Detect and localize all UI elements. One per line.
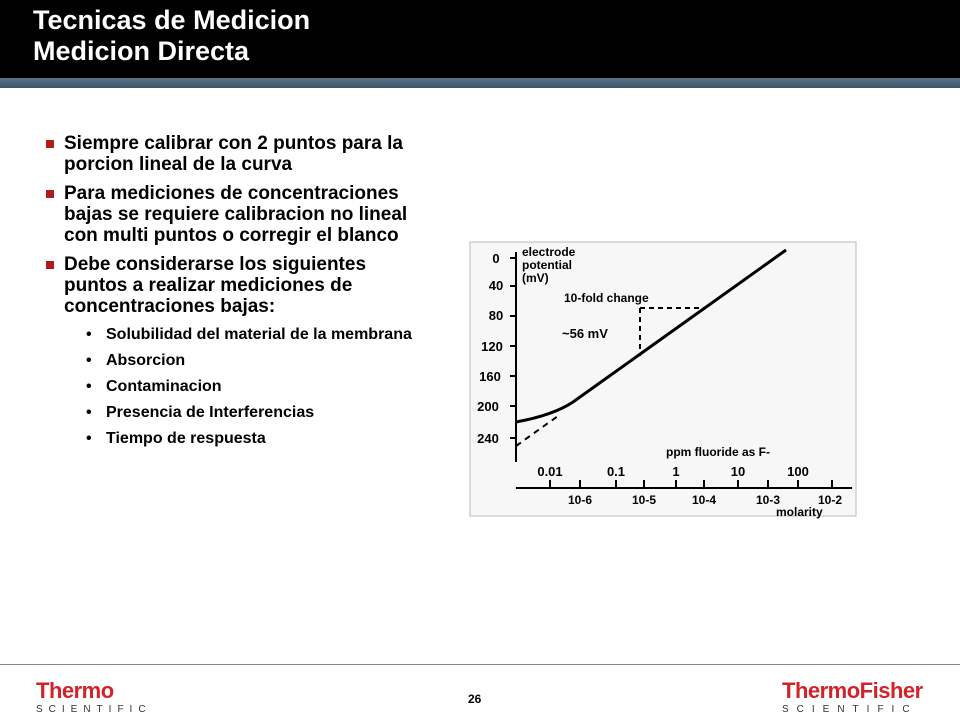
molarity-tick-label: 10-3 [755, 493, 781, 507]
square-bullet-icon [46, 190, 54, 198]
slide-title-line2: Medicion Directa [33, 36, 250, 66]
y-tick-label: 200 [477, 399, 499, 414]
dot-bullet-icon: • [86, 404, 92, 421]
slide-header [0, 0, 960, 78]
ppm-tick-label: 1 [672, 464, 680, 479]
sub-bullet-text: Absorcion [106, 352, 186, 369]
y-tick-label: 240 [477, 431, 499, 446]
ppm-tick-label: 0.1 [606, 464, 626, 479]
ppm-tick-label: 100 [787, 464, 809, 479]
y-tick-label: 120 [481, 339, 503, 354]
bullet-text: Para mediciones de concentraciones bajas se requiere calibracion no lineal con multi puntos o corregir el blanco [64, 183, 408, 246]
logo-subtitle: SCIENTIFIC [782, 704, 918, 715]
y-tick-label: 40 [488, 278, 504, 293]
bullet-item [44, 183, 414, 246]
sub-bullet-item [84, 429, 414, 449]
ten-fold-label: 10-fold change [564, 291, 649, 305]
logo-wordmark: ThermoFisher [782, 678, 923, 703]
calibration-curve-figure [468, 240, 860, 520]
ppm-tick-label: 10 [730, 464, 746, 479]
bullet-item [44, 254, 414, 449]
square-bullet-icon [46, 140, 54, 148]
sub-bullet-item [84, 351, 414, 371]
ppm-tick-label: 0.01 [537, 464, 563, 479]
molarity-axis-label: molarity [776, 505, 823, 519]
y-tick-label: 0 [492, 251, 500, 266]
dot-bullet-icon: • [86, 430, 92, 447]
logo-wordmark: Thermo [36, 678, 114, 703]
sub-bullet-list [64, 325, 414, 449]
logo-subtitle: SCIENTIFIC [36, 704, 152, 715]
page-number: 26 [468, 692, 482, 706]
footer-divider [0, 664, 960, 665]
molarity-tick-label: 10-2 [817, 493, 843, 507]
bullet-text: Siempre calibrar con 2 puntos para la porcion lineal de la curva [64, 133, 403, 175]
sub-bullet-item [84, 325, 414, 345]
slide-title [33, 5, 310, 67]
dot-bullet-icon: • [86, 352, 92, 369]
sub-bullet-text: Solubilidad del material de la membrana [106, 326, 412, 343]
thermo-scientific-logo-left [36, 680, 152, 716]
y-axis-title-line: (mV) [522, 271, 549, 285]
sub-bullet-text: Contaminacion [106, 378, 222, 395]
thermofisher-logo-right [782, 680, 923, 716]
bullet-text: Debe considerarse los siguientes puntos a realizar mediciones de concentraciones bajas: [64, 254, 367, 317]
bullet-list [44, 133, 414, 457]
ppm-axis-label: ppm fluoride as F- [666, 445, 771, 459]
sub-bullet-text: Tiempo de respuesta [106, 430, 266, 447]
sub-bullet-item [84, 403, 414, 423]
square-bullet-icon [46, 261, 54, 269]
header-accent-bar [0, 78, 960, 88]
sub-bullet-item [84, 377, 414, 397]
dot-bullet-icon: • [86, 378, 92, 395]
slide-title-line1: Tecnicas de Medicion [33, 5, 311, 35]
sub-bullet-text: Presencia de Interferencias [106, 404, 315, 421]
calibration-curve-svg [468, 240, 860, 520]
y-tick-label: 160 [479, 369, 501, 384]
y-axis-title-line: electrode [522, 245, 576, 259]
molarity-tick-label: 10-6 [567, 493, 593, 507]
dot-bullet-icon: • [86, 326, 92, 343]
bullet-item [44, 133, 414, 175]
y-axis-title-line: potential [522, 258, 572, 272]
molarity-tick-label: 10-4 [691, 493, 717, 507]
y-tick-label: 80 [488, 308, 504, 323]
mv-change-label: ~56 mV [562, 326, 608, 341]
molarity-tick-label: 10-5 [631, 493, 657, 507]
